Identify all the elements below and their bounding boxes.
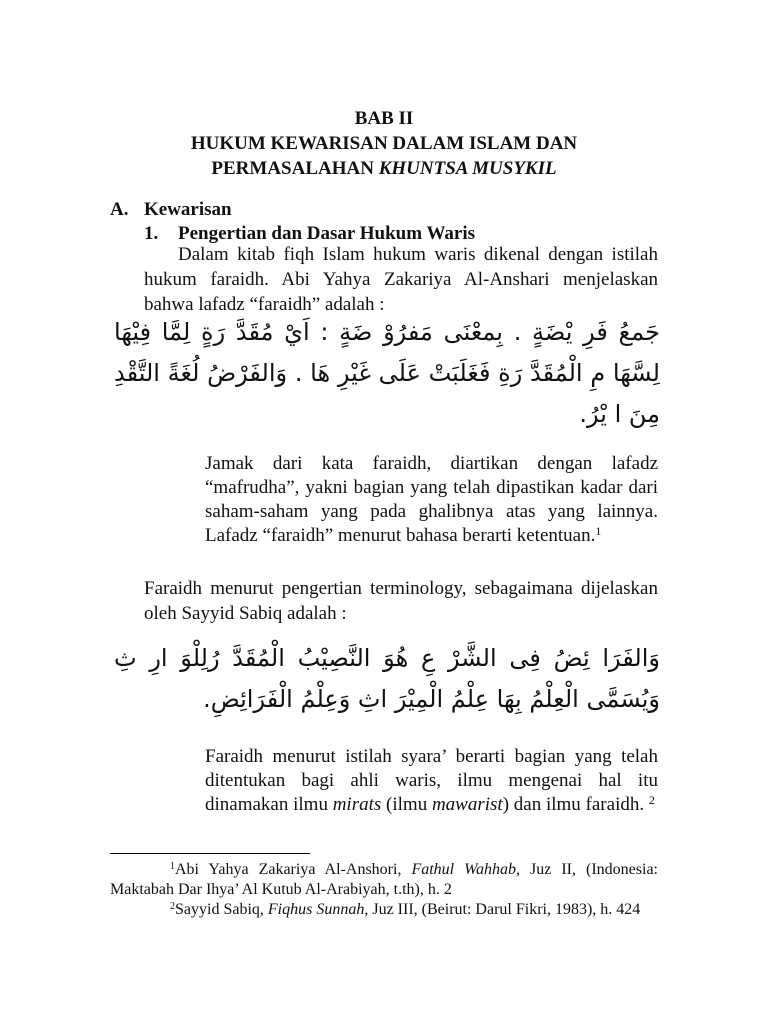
chapter-number: BAB II — [354, 108, 414, 129]
quote-2-italic-mawarist: mawarist — [431, 794, 503, 815]
paragraph-definition-intro — [144, 242, 658, 317]
chapter-title-line-2-prefix: PERMASALAHAN — [211, 158, 379, 179]
paragraph-text: Dalam kitab fiqh Islam hukum waris dikenal dengan istilah hukum faraidh. Abi Yahya Zakariya Al-Anshari menjelaskan bahwa lafadz “faraidh” adalah : — [144, 244, 658, 315]
footnote-2-number: 2 — [170, 901, 175, 912]
chapter-title-line-2 — [110, 156, 658, 181]
translation-quote-2 — [205, 745, 658, 817]
quote-2-part-3: ) dan ilmu faraidh. — [502, 794, 649, 815]
arabic-quote-sayyid-sabiq: وَالفَرَا ئِضُ فِى الشَّرْ عِ هُوَ النَّصِيْبُ الْمُقَدَّ رُلِلْوَ ارِ ثِ وَيُسَمَّى الْعِلْمُ بِهَا عِلْمُ الْمِيْرَ اثِ وَعِلْمُ الْفَرَائِضِ. — [114, 644, 660, 713]
quote-2-part-1: Faraidh menurut istilah syara’ berarti bagian yang telah ditentukan bagi ahli waris, ilmu mengenai hal itu dinamakan ilmu — [205, 746, 658, 815]
footnote-2-book-title: Fiqhus Sunnah — [267, 901, 365, 918]
quote-2-part-2: (ilmu — [381, 794, 432, 815]
arabic-quote-faraidh: جَمعُ فَرِ يْضَةٍ . بِمعْنَى مَفرُوْ ضَةٍ : اَيْ مُقَدَّ رَةٍ لِمَّا فِيْهَا لِسَّهَا مِ الْمُقَدَّ رَةِ فَغَلَبَتْ عَلَى غَيْرِ هَا . وَالفَرْضُ لُغَةً التَّقْدِ مِنَ ا يْرُ. — [114, 318, 660, 428]
quote-2-italic-mirats: mirats — [332, 794, 382, 815]
footnote-2-text-a: Sayyid Sabiq, — [175, 901, 268, 918]
section-title: Kewarisan — [144, 199, 232, 220]
chapter-title-line-2-italic: KHUNTSA MUSYKIL — [378, 158, 557, 179]
footnote-ref-1[interactable]: 1 — [595, 524, 602, 538]
section-heading-a — [110, 198, 232, 222]
footnotes — [110, 860, 658, 920]
chapter-title-line-1: HUKUM KEWARISAN DALAM ISLAM DAN — [190, 133, 578, 154]
subsection-number: 1. — [144, 223, 159, 244]
footnote-divider — [110, 853, 310, 854]
footnote-2-text-b: , Juz III, (Beirut: Darul Fikri, 1983), h. 424 — [364, 901, 641, 918]
footnote-1-text-b: , Juz II, (Indonesia: Maktabah Dar Ihya’ Al Kutub Al-Arabiyah, t.th), h. 2 — [110, 861, 658, 898]
quote-1-text: Jamak dari kata faraidh, diartikan dengan lafadz “mafrudha”, yakni bagian yang telah dipastikan kadar dari saham-saham yang pada ghalibnya atas yang lainnya. Lafadz “faraidh” menurut bahasa berarti ketentuan. — [205, 453, 658, 546]
subsection-title: Pengertian dan Dasar Hukum Waris — [178, 223, 476, 244]
footnote-1-number: 1 — [170, 861, 175, 872]
footnote-2 — [110, 900, 658, 920]
paragraph-2-text: Faraidh menurut pengertian terminology, sebagaimana dijelaskan oleh Sayyid Sabiq adalah : — [144, 578, 658, 624]
paragraph-terminology — [144, 576, 658, 626]
chapter-title — [110, 106, 658, 181]
footnote-1 — [110, 860, 658, 900]
footnote-ref-2[interactable]: 2 — [648, 793, 655, 807]
footnote-1-book-title: Fathul Wahhab — [411, 861, 516, 878]
footnote-1-text-a: Abi Yahya Zakariya Al-Anshori, — [175, 861, 412, 878]
translation-quote-1 — [205, 452, 658, 548]
section-letter: A. — [110, 199, 129, 220]
